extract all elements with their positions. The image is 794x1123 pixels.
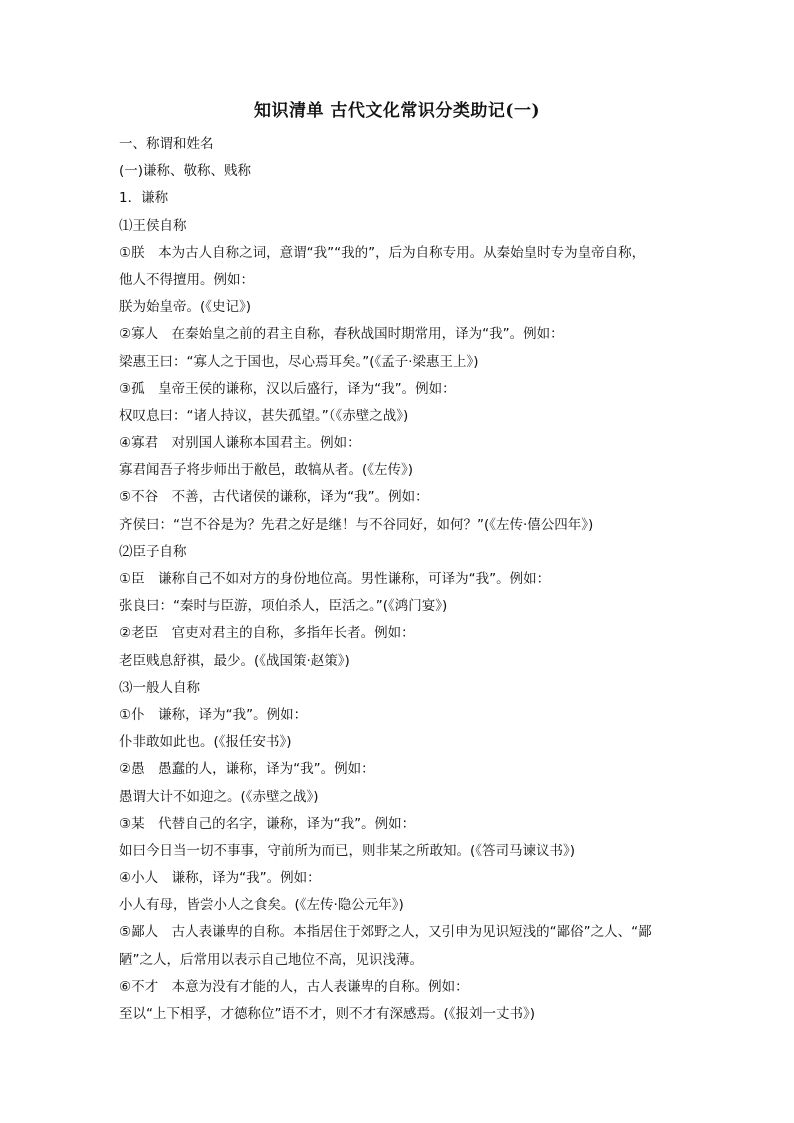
example-sentence: 愚谓大计不如迎之。(《赤壁之战》) (119, 788, 319, 805)
entry-definition: ④小人 谦称，译为“我”。例如： (119, 870, 321, 887)
entry-definition: ③某 代替自己的名字，谦称，译为“我”。例如： (119, 815, 416, 832)
document-body (119, 131, 699, 1028)
example-sentence: 至以“上下相孚，才德称位”语不才，则不才有深感焉。(《报刘一丈书》) (119, 1006, 536, 1022)
entry-definition: ①朕 本为古人自称之词，意谓“我”“我的”，后为自称专用。从秦始皇时专为皇帝自称， (119, 244, 646, 261)
category-heading: ⑵臣子自称 (119, 543, 187, 560)
item-heading: 1．谦称 (119, 190, 169, 207)
document-title: 知识清单 古代文化常识分类助记(一) (253, 101, 540, 121)
entry-definition: ②老臣 官吏对君主的自称，多指年长者。例如： (119, 625, 415, 642)
entry-definition: ⑤不谷 不善，古代诸侯的谦称，译为“我”。例如： (119, 489, 429, 506)
entry-definition: ②寡人 在秦始皇之前的君主自称，春秋战国时期常用，译为“我”。例如： (119, 326, 564, 343)
entry-definition: ①臣 谦称自己不如对方的身份地位高。男性谦称，可译为“我”。例如： (119, 571, 551, 587)
example-sentence: 老臣贱息舒祺，最少。(《战国策·赵策》) (119, 652, 350, 669)
example-sentence: 权叹息曰：“诸人持议，甚失孤望。”（《赤壁之战》) (119, 407, 409, 424)
entry-definition: ②愚 愚蠢的人，谦称，译为“我”。例如： (119, 761, 375, 778)
example-sentence: 如曰今日当一切不事事，守前所为而已，则非某之所敢知。(《答司马谏议书》) (119, 842, 576, 859)
section-heading: 一、称谓和姓名 (119, 136, 214, 152)
category-heading: ⑶一般人自称 (119, 679, 200, 696)
example-sentence: 寡君闻吾子将步师出于敝邑，敢犒从者。(《左传》) (119, 462, 414, 479)
entry-definition: 陋”之人，后常用以表示自己地位不高，见识浅薄。 (119, 951, 423, 968)
example-sentence: 小人有母，皆尝小人之食矣。(《左传·隐公元年》) (119, 897, 404, 914)
entry-definition: ④寡君 对别国人谦称本国君主。例如： (119, 435, 361, 452)
example-sentence: 梁惠王曰：“寡人之于国也，尽心焉耳矣。”(《孟子·梁惠王上》) (119, 353, 479, 370)
example-sentence: 齐侯曰：“岂不谷是为？先君之好是继！与不谷同好，如何？”(《左传·僖公四年》) (119, 516, 594, 533)
entry-definition: ⑤鄙人 古人表谦卑的自称。本指居住于郊野之人，又引申为见识短浅的“鄙俗”之人、“鄙 (119, 924, 652, 941)
example-sentence: 仆非敢如此也。(《报任安书》) (119, 734, 292, 751)
entry-definition: 他人不得擅用。例如： (119, 271, 254, 288)
example-sentence: 张良曰：“秦时与臣游，项伯杀人，臣活之。”(《鸿门宴》) (119, 598, 448, 615)
category-heading: ⑴王侯自称 (119, 217, 187, 234)
subsection-heading: (一)谦称、敬称、贱称 (119, 163, 252, 180)
entry-definition: ①仆 谦称，译为“我”。例如： (119, 706, 308, 723)
entry-definition: ⑥不才 本意为没有才能的人，古人表谦卑的自称。例如： (119, 978, 469, 995)
entry-definition: ③孤 皇帝王侯的谦称，汉以后盛行，译为“我”。例如： (119, 380, 456, 397)
example-sentence: 朕为始皇帝。(《史记》) (119, 299, 252, 316)
